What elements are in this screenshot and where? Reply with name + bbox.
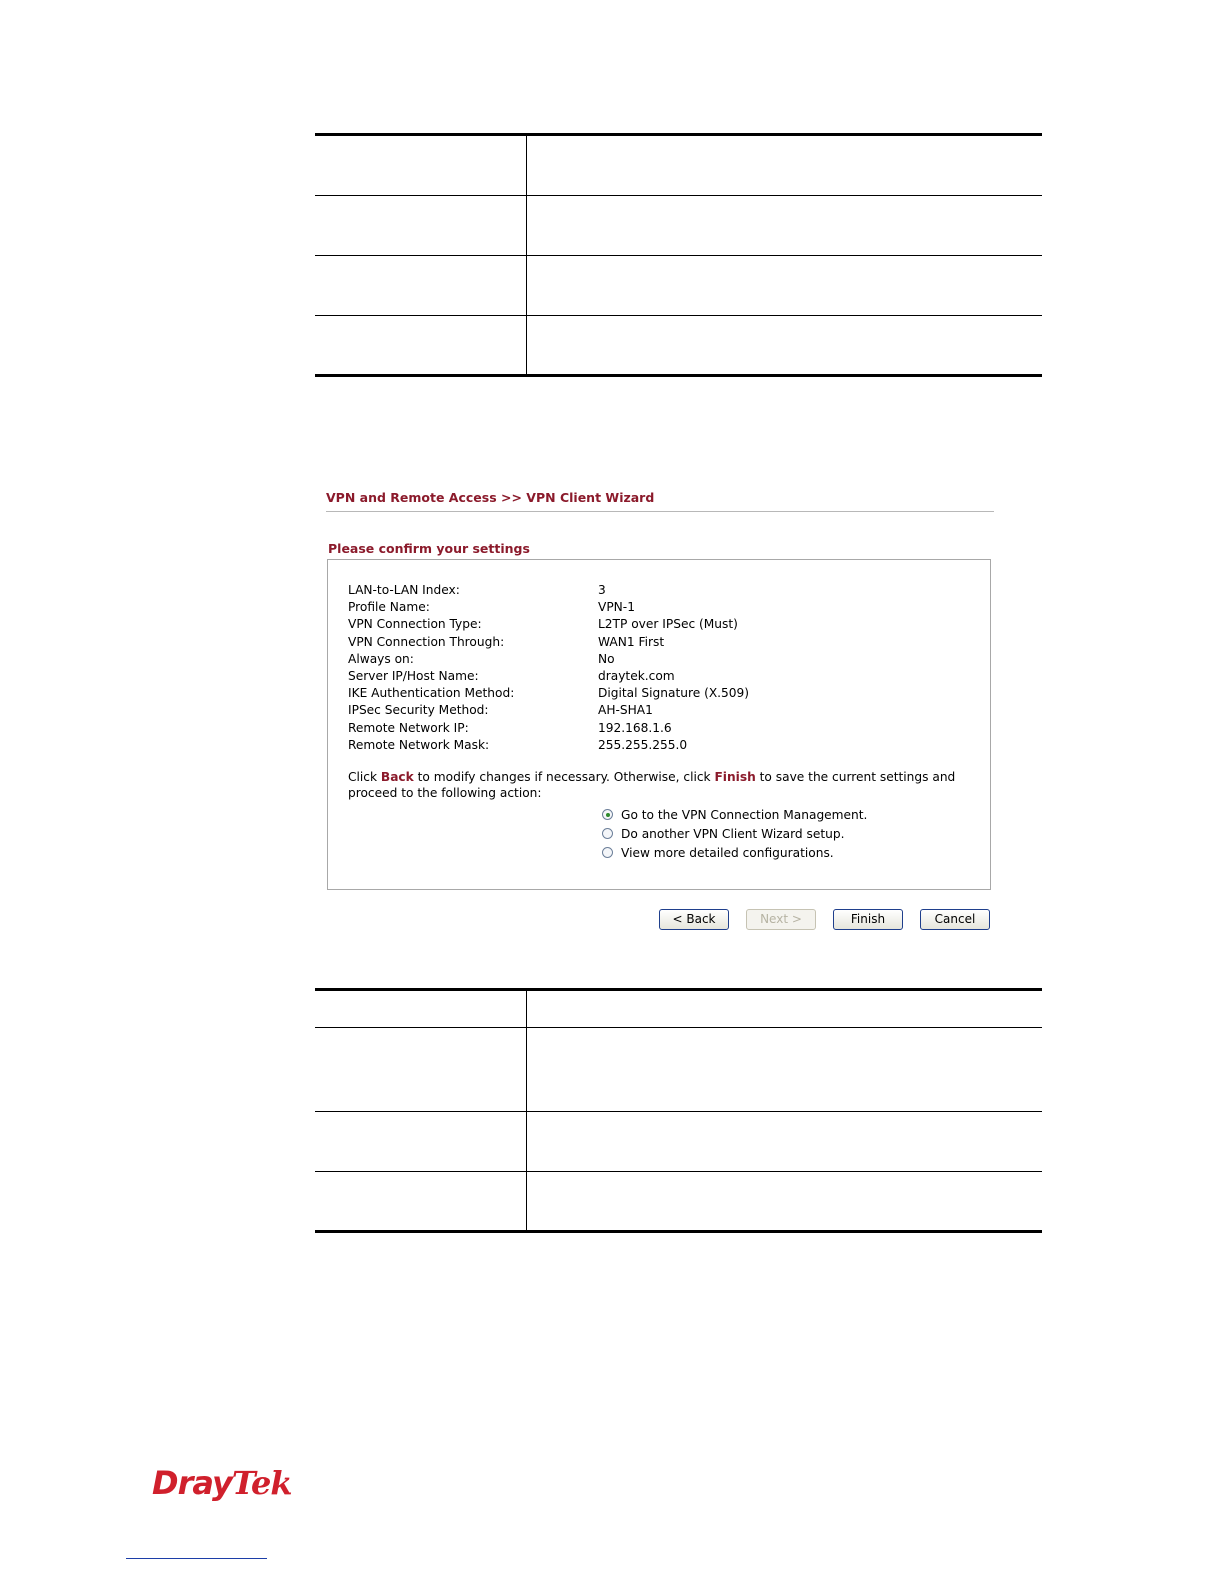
back-button[interactable]: < Back (659, 909, 729, 930)
option-label: Go to the VPN Connection Management. (621, 807, 868, 822)
table-row (315, 316, 1042, 377)
description-table-bottom (315, 988, 1042, 1233)
setting-value: 255.255.255.0 (598, 737, 688, 752)
option-label: Do another VPN Client Wizard setup. (621, 826, 845, 841)
option-label: View more detailed configurations. (621, 845, 834, 860)
setting-value: WAN1 First (598, 634, 665, 649)
table-row (315, 991, 1042, 1028)
table-row (315, 256, 1042, 316)
next-button: Next > (746, 909, 816, 930)
setting-label: Server IP/Host Name: (348, 669, 479, 684)
setting-row (348, 685, 749, 702)
setting-label: Remote Network Mask: (348, 737, 490, 752)
setting-label: VPN Connection Type: (348, 617, 482, 632)
table-row (315, 136, 1042, 196)
setting-value: Digital Signature (X.509) (598, 686, 750, 701)
setting-value: draytek.com (598, 669, 675, 684)
setting-row (348, 651, 749, 668)
table-row (315, 1112, 1042, 1172)
footer-link-underline (126, 1558, 267, 1559)
radio-button[interactable] (602, 828, 613, 839)
setting-value: VPN-1 (598, 600, 635, 615)
description-table-top (315, 133, 1042, 377)
logo-dray: Dray (152, 1464, 232, 1502)
action-options (602, 805, 867, 862)
table-row (315, 1028, 1042, 1112)
setting-row (348, 582, 749, 599)
message-text: to modify changes if necessary. Otherwise, click (413, 770, 715, 784)
setting-label: VPN Connection Through: (348, 634, 505, 649)
cancel-button[interactable]: Cancel (920, 909, 990, 930)
setting-label: LAN-to-LAN Index: (348, 583, 460, 597)
setting-row (348, 737, 749, 754)
message-text: Click (348, 770, 381, 784)
setting-label: Profile Name: (348, 600, 430, 615)
message-text: to save the current settings and proceed to the following action: (348, 770, 956, 800)
setting-row (348, 668, 749, 685)
settings-list (348, 582, 749, 754)
table-row (315, 1172, 1042, 1233)
setting-row (348, 702, 749, 719)
setting-value: No (598, 651, 615, 666)
setting-value: 3 (598, 583, 606, 597)
setting-row (348, 599, 749, 616)
table-row (315, 196, 1042, 256)
setting-label: Remote Network IP: (348, 720, 469, 735)
radio-button[interactable] (602, 847, 613, 858)
finish-keyword: Finish (714, 770, 756, 784)
radio-button-selected[interactable] (602, 809, 613, 820)
section-title: Please confirm your settings (328, 541, 530, 556)
setting-value: L2TP over IPSec (Must) (598, 617, 738, 632)
option-vpn-connection-management[interactable] (602, 805, 867, 824)
breadcrumb: VPN and Remote Access >> VPN Client Wizard (326, 490, 994, 512)
setting-label: IPSec Security Method: (348, 703, 489, 718)
setting-value: 192.168.1.6 (598, 720, 672, 735)
setting-row (348, 616, 749, 633)
setting-label: IKE Authentication Method: (348, 686, 515, 701)
option-detailed-configurations[interactable] (602, 843, 867, 862)
back-keyword: Back (380, 770, 414, 784)
setting-row (348, 720, 749, 737)
setting-value: AH-SHA1 (598, 703, 653, 718)
settings-panel (327, 559, 991, 890)
setting-label: Always on: (348, 651, 414, 666)
confirm-message (348, 769, 968, 801)
setting-row (348, 634, 749, 651)
option-another-wizard[interactable] (602, 824, 867, 843)
logo-tek: Tek (231, 1464, 292, 1502)
finish-button[interactable]: Finish (833, 909, 903, 930)
draytek-logo (152, 1464, 291, 1502)
